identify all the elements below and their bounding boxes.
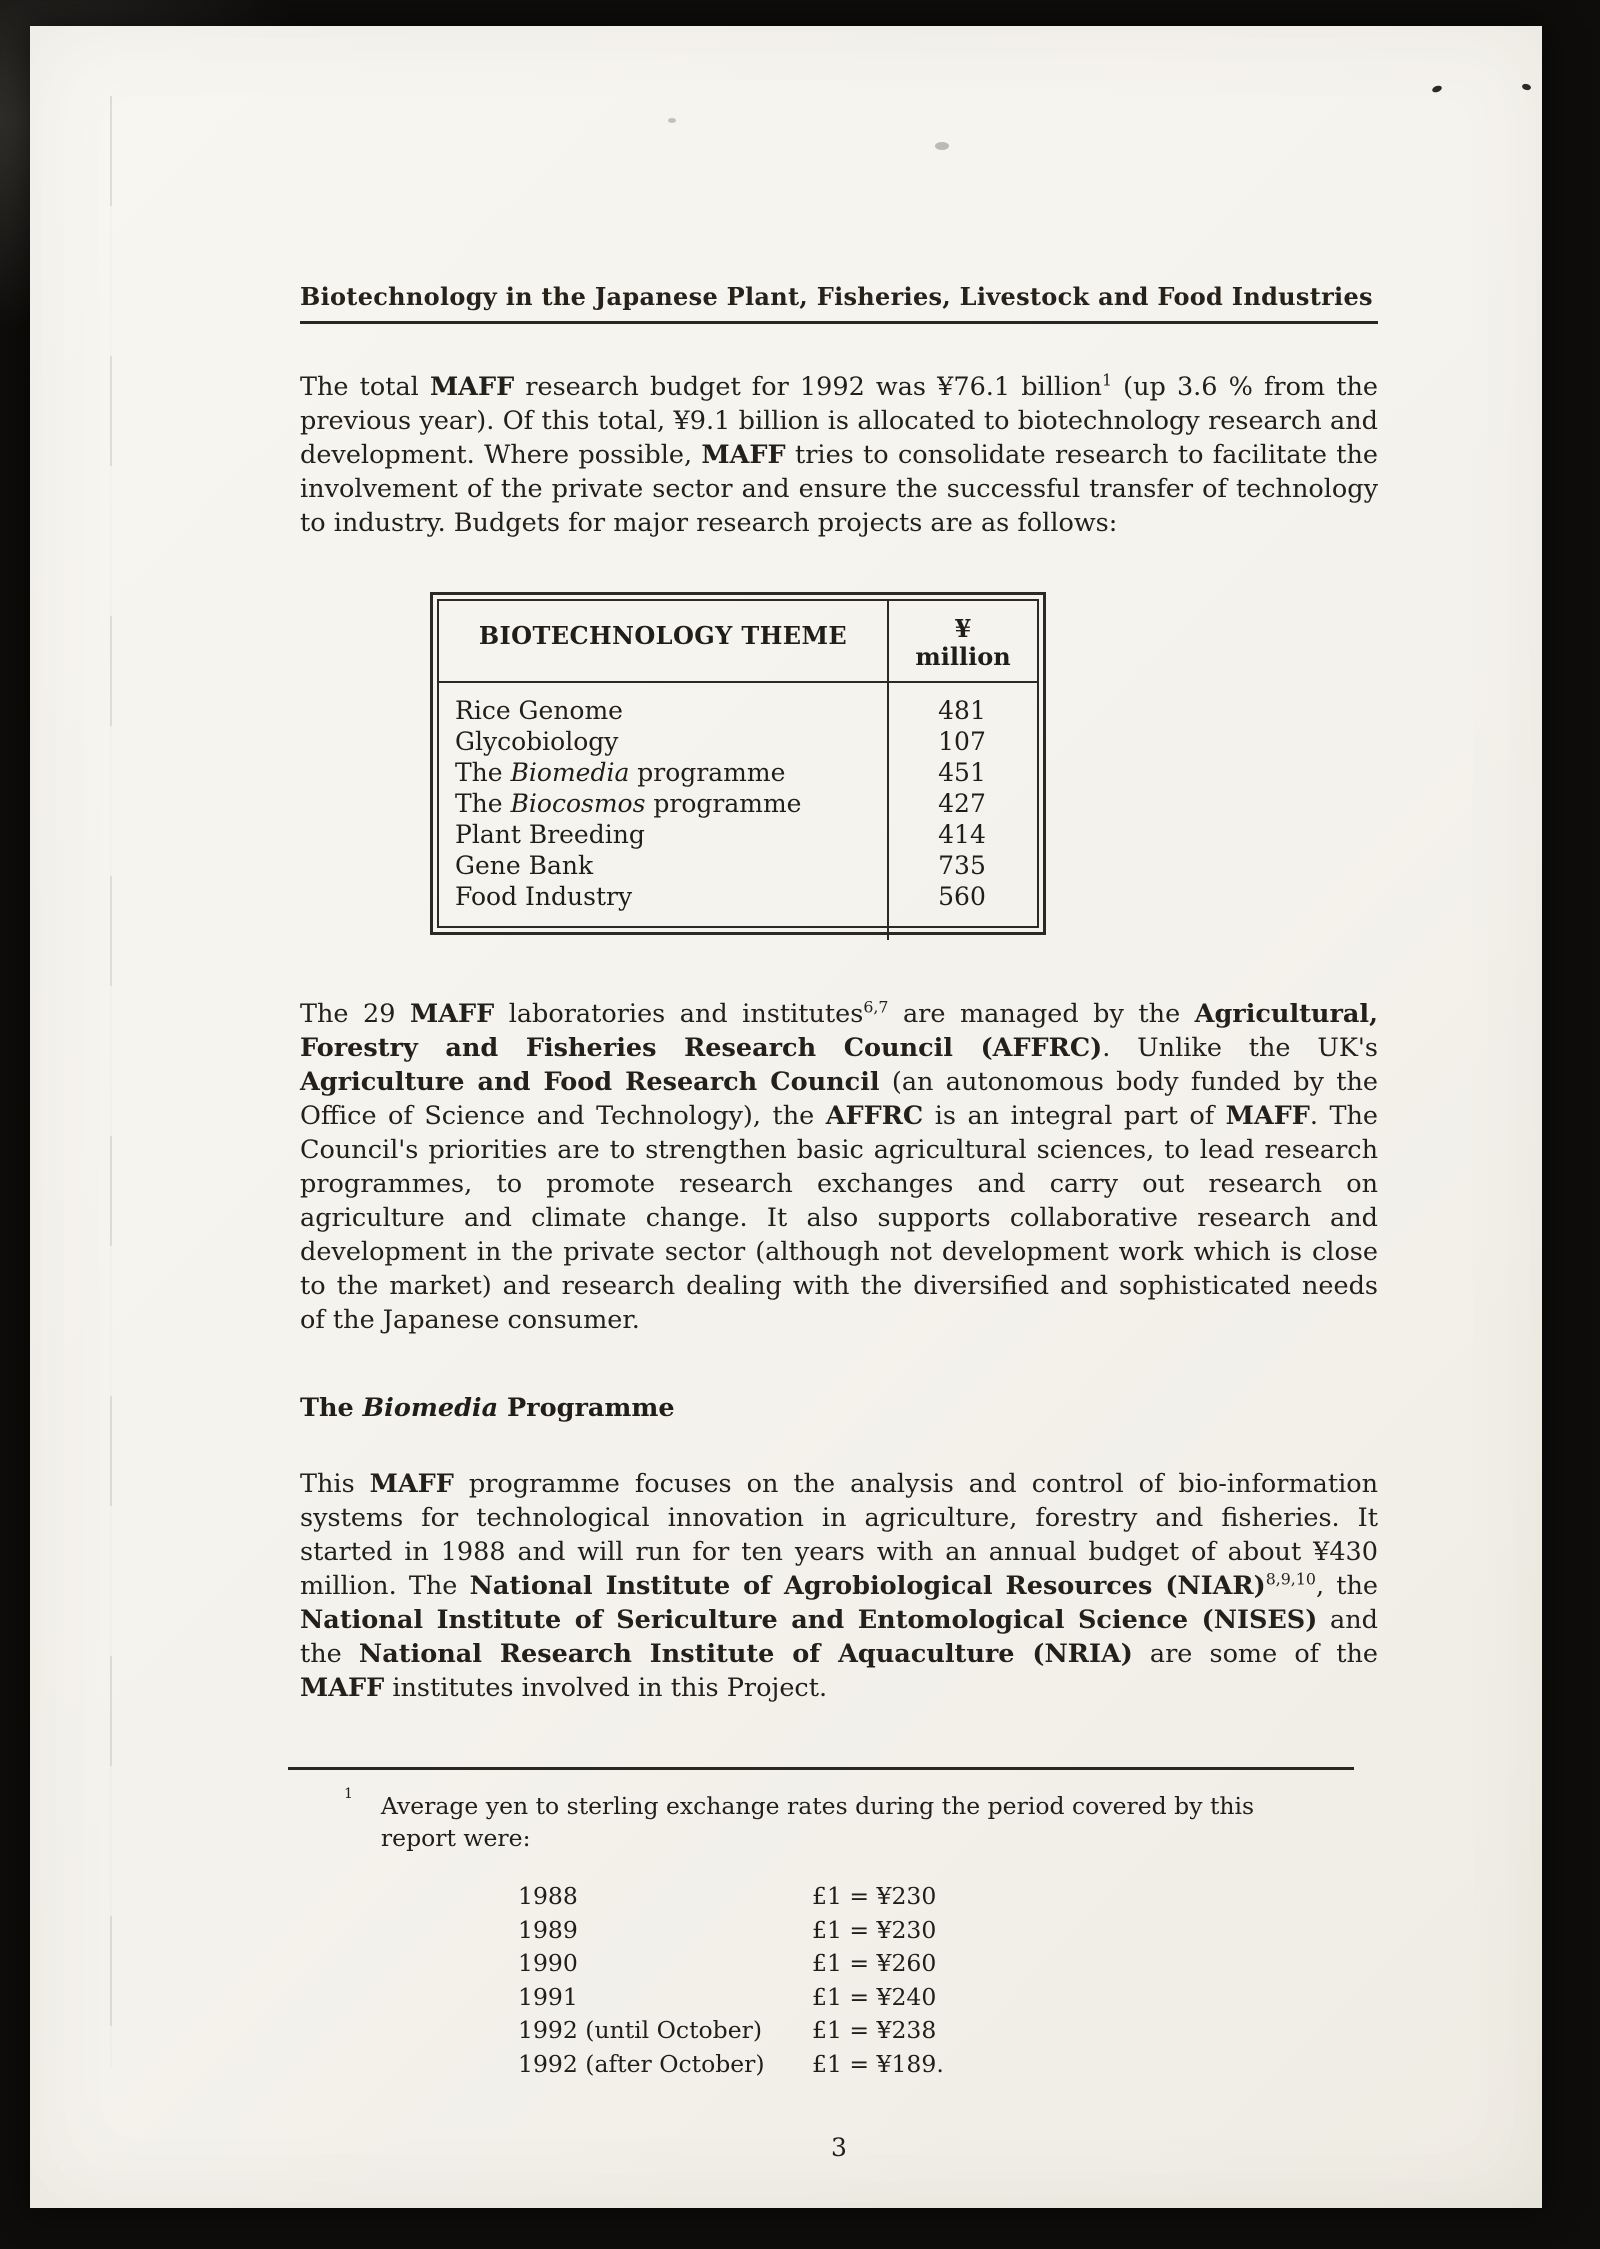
value-cell: 481	[938, 696, 986, 725]
table-row	[439, 788, 1037, 819]
exchange-rates-table	[518, 1880, 1378, 2081]
table-row	[439, 881, 1037, 912]
value-cell: 107	[938, 727, 986, 756]
value-cell: 735	[938, 851, 986, 880]
rate-value: £1 = ¥230	[812, 1882, 937, 1910]
biomedia-paragraph: This MAFF programme focuses on the analysis and control of bio-information systems for technological innovation in agriculture, forestry and fisheries. It started in 1988 and will run for ten years with an annual budget of about ¥430 million. The National Institute of Agrobiological Resources (NIAR)$^{8,9,10}$, the National Institute of Sericulture and Entomological Science (NISES) and the National Research Institute of Aquaculture (NRIA) are some of the MAFF institutes involved in this Project.	[300, 1469, 1379, 1703]
rate-value: £1 = ¥238	[812, 2016, 937, 2044]
theme-cell: The Biocosmos programme	[455, 789, 802, 818]
value-cell: 427	[938, 789, 986, 818]
rate-year: 1992 (until October)	[518, 2016, 763, 2044]
footnote-text: Average yen to sterling exchange rates during the period covered by this report were:	[380, 1792, 1255, 1852]
rate-value: £1 = ¥189.	[812, 2049, 944, 2078]
table-header-row	[439, 601, 1037, 683]
scan-speck	[668, 118, 676, 123]
theme-cell: Rice Genome	[455, 696, 623, 725]
table-body	[439, 683, 1037, 926]
footnote-marker: 1	[344, 1786, 353, 1802]
exchange-rate-row	[518, 1981, 1378, 2015]
table-row	[439, 850, 1037, 881]
scan-speck	[1431, 84, 1442, 93]
rate-year: 1991	[518, 1982, 578, 2011]
currency-symbol: ¥	[954, 614, 972, 643]
theme-cell: Glycobiology	[455, 727, 619, 756]
value-cell: 560	[938, 882, 986, 911]
theme-cell: Gene Bank	[455, 851, 594, 880]
rate-year: 1989	[518, 1915, 578, 1944]
table-row	[439, 726, 1037, 757]
scan-artifact-margin-line	[110, 96, 112, 2068]
theme-cell: Plant Breeding	[455, 820, 645, 849]
theme-cell: Food Industry	[455, 882, 633, 911]
table-header-theme: BIOTECHNOLOGY THEME	[478, 621, 848, 650]
value-cell: 451	[938, 758, 986, 787]
footnote-line	[344, 1786, 1284, 1854]
budget-table	[430, 592, 1046, 935]
exchange-rate-row	[518, 2014, 1378, 2048]
scan-speck	[935, 142, 949, 150]
table-row	[439, 757, 1037, 788]
rate-year: 1990	[518, 1949, 578, 1977]
exchange-rate-row	[518, 1947, 1378, 1981]
rate-year: 1992 (after October)	[518, 2049, 765, 2078]
exchange-rate-row	[518, 1914, 1378, 1948]
footnote-rule	[288, 1767, 1354, 1770]
budget-table-inner	[437, 599, 1039, 928]
table-row	[439, 819, 1037, 850]
document-page	[30, 26, 1542, 2208]
table-header-value	[887, 601, 1037, 681]
council-paragraph: The 29 MAFF laboratories and institutes$^{6,7}$ are managed by the Agricultural, Forestry and Fisheries Research Council (AFFRC). Unlike the UK's Agriculture and Food Research Council (an autonomous body funded by the Office of Science and Technology), the AFFRC is an integral part of MAFF. The Council's priorities are to strengthen basic agricultural sciences, to lead research programmes, to promote research exchanges and carry out research on agriculture and climate change. It also supports collaborative research and development in the private sector (although not development work which is close to the market) and research dealing with the diversified and sophisticated needs of the Japanese consumer.	[300, 997, 1379, 1335]
exchange-rate-row	[518, 2048, 1378, 2082]
page-content	[300, 26, 1378, 2162]
page-number: 3	[831, 2133, 847, 2162]
unit-label: million	[915, 642, 1011, 671]
rate-year: 1988	[518, 1882, 578, 1910]
rate-value: £1 = ¥260	[812, 1949, 937, 1977]
intro-paragraph: The total MAFF research budget for 1992 was ¥76.1 billion$^1$ (up 3.6 % from the previous year). Of this total, ¥9.1 billion is allocated to biotechnology research and development. Where possible, MAFF tries to consolidate research to facilitate the involvement of the private sector and ensure the successful transfer of technology to industry. Budgets for major research projects are as follows:	[300, 370, 1378, 538]
rate-value: £1 = ¥240	[812, 1982, 937, 2011]
scan-speck	[1521, 83, 1531, 91]
table-row	[439, 695, 1037, 726]
document-title: Biotechnology in the Japanese Plant, Fisheries, Livestock and Food Industries	[300, 282, 1373, 311]
section-heading-biomedia: The Biomedia Programme	[300, 1393, 675, 1423]
exchange-rate-row	[518, 1880, 1378, 1914]
footnote	[300, 1767, 1378, 2081]
theme-cell: The Biomedia programme	[455, 758, 786, 787]
rate-value: £1 = ¥230	[812, 1915, 937, 1944]
value-cell: 414	[938, 820, 986, 849]
document-header	[300, 282, 1378, 324]
